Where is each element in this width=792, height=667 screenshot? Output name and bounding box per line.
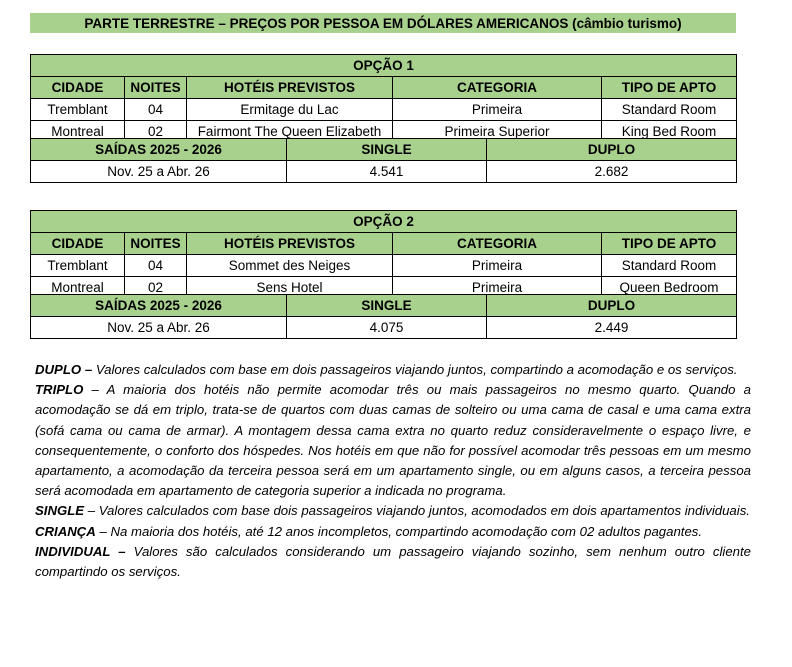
page-title: PARTE TERRESTRE – PREÇOS POR PESSOA EM DÓLARES AMERICANOS (câmbio turismo) xyxy=(30,13,736,33)
header-categoria: CATEGORIA xyxy=(393,233,602,255)
note-triplo xyxy=(35,380,751,501)
header-categoria: CATEGORIA xyxy=(393,77,602,99)
hotel-cell: Fairmont The Queen Elizabeth xyxy=(187,121,393,143)
header-cidade: CIDADE xyxy=(31,77,125,99)
hotel-cell: Sens Hotel xyxy=(187,277,393,299)
header-duplo: DUPLO xyxy=(487,295,737,317)
single-price: 4.541 xyxy=(287,161,487,183)
duplo-price: 2.449 xyxy=(487,317,737,339)
option-2-table xyxy=(30,210,737,299)
price-row xyxy=(31,317,737,339)
header-hoteis: HOTÉIS PREVISTOS xyxy=(187,77,393,99)
header-saidas: SAÍDAS 2025 - 2026 xyxy=(31,295,287,317)
option-title: OPÇÃO 2 xyxy=(31,211,737,233)
note-term: CRIANÇA xyxy=(35,523,96,539)
header-noites: NOITES xyxy=(125,233,187,255)
cidade-cell: Tremblant xyxy=(31,255,125,277)
note-text: – Valores calculados com base dois passageiros viajando juntos, acomodados em dois apartamentos individuais. xyxy=(84,503,750,519)
header-single: SINGLE xyxy=(287,295,487,317)
noites-cell: 04 xyxy=(125,255,187,277)
note-text: Valores calculados com base em dois passageiros viajando juntos, compartindo a acomodação e os serviços. xyxy=(92,362,738,377)
header-noites: NOITES xyxy=(125,77,187,99)
cidade-cell: Montreal xyxy=(31,121,125,143)
header-tipo-apto: TIPO DE APTO xyxy=(602,233,737,255)
noites-cell: 02 xyxy=(125,277,187,299)
categoria-cell: Primeira Superior xyxy=(393,121,602,143)
categoria-cell: Primeira xyxy=(393,277,602,299)
noites-cell: 04 xyxy=(125,99,187,121)
note-duplo xyxy=(35,360,751,380)
single-price: 4.075 xyxy=(287,317,487,339)
option-2-price-table xyxy=(30,294,737,339)
tipo-apto-cell: King Bed Room xyxy=(602,121,737,143)
option-1-table xyxy=(30,54,737,143)
note-text: Valores são calculados considerando um passageiro viajando sozinho, sem nenhum outro cliente compartindo os serviços. xyxy=(35,543,751,580)
cidade-cell: Tremblant xyxy=(31,99,125,121)
periodo-cell: Nov. 25 a Abr. 26 xyxy=(31,317,287,339)
note-crianca xyxy=(35,522,751,542)
notes-section xyxy=(35,360,751,582)
duplo-price: 2.682 xyxy=(487,161,737,183)
header-single: SINGLE xyxy=(287,139,487,161)
table-row xyxy=(31,255,737,277)
note-term: TRIPLO xyxy=(35,382,84,398)
categoria-cell: Primeira xyxy=(393,255,602,277)
option-title: OPÇÃO 1 xyxy=(31,55,737,77)
price-row xyxy=(31,161,737,183)
tipo-apto-cell: Standard Room xyxy=(602,255,737,277)
header-cidade: CIDADE xyxy=(31,233,125,255)
hotel-cell: Sommet des Neiges xyxy=(187,255,393,277)
note-individual xyxy=(35,542,751,582)
cidade-cell: Montreal xyxy=(31,277,125,299)
header-hoteis: HOTÉIS PREVISTOS xyxy=(187,233,393,255)
periodo-cell: Nov. 25 a Abr. 26 xyxy=(31,161,287,183)
note-text: – A maioria dos hotéis não permite acomodar três ou mais passageiros no mesmo quarto. Quando a acomodação se dá em triplo, trata-se de quartos com duas camas de solteiro ou uma cama de casal e uma cama extra (sofá cama ou cama de armar). A montagem dessa cama extra no quarto reduz consideravelmente o espaço livre, e consequentemente, o conforto dos hóspedes. Nos hotéis em que não for possível acomodar três pessoas em um mesmo apartamento, a acomodação da terceira pessoa será em um apartamento single, ou em alguns casos, a terceira pessoa será acomodada em apartamento de categoria superior a indicada no programa. xyxy=(35,382,751,499)
header-tipo-apto: TIPO DE APTO xyxy=(602,77,737,99)
note-term: INDIVIDUAL – xyxy=(35,543,126,559)
note-text: – Na maioria dos hotéis, até 12 anos incompletos, compartindo acomodação com 02 adultos pagantes. xyxy=(95,523,703,539)
tipo-apto-cell: Standard Room xyxy=(602,99,737,121)
option-1-price-table xyxy=(30,138,737,183)
header-saidas: SAÍDAS 2025 - 2026 xyxy=(31,139,287,161)
tipo-apto-cell: Queen Bedroom xyxy=(602,277,737,299)
note-single xyxy=(35,501,751,521)
header-duplo: DUPLO xyxy=(487,139,737,161)
table-row xyxy=(31,99,737,121)
hotel-cell: Ermitage du Lac xyxy=(187,99,393,121)
noites-cell: 02 xyxy=(125,121,187,143)
note-term: DUPLO – xyxy=(35,362,93,377)
categoria-cell: Primeira xyxy=(393,99,602,121)
note-term: SINGLE xyxy=(35,503,85,519)
